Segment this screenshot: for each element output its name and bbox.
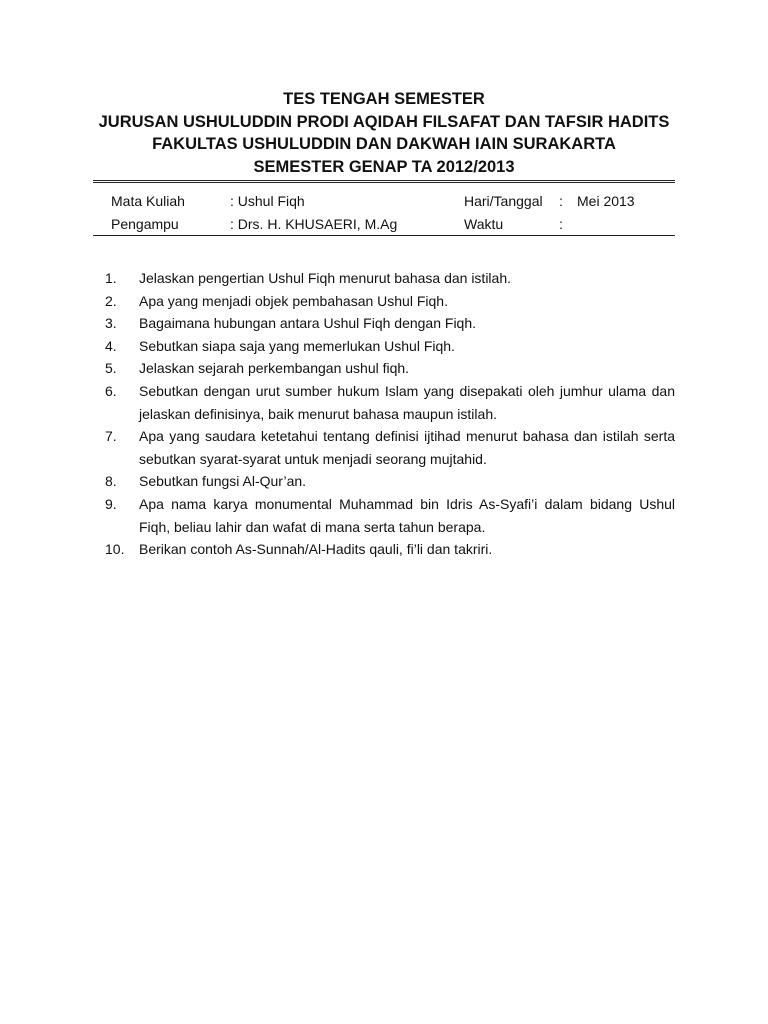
question-text: Bagaimana hubungan antara Ushul Fiqh dengan Fiqh. bbox=[139, 315, 477, 332]
exam-header bbox=[0, 88, 768, 178]
lecturer-label: Pengampu bbox=[111, 216, 179, 232]
question-item bbox=[105, 538, 675, 561]
semester-line: SEMESTER GENAP TA 2012/2013 bbox=[253, 157, 515, 176]
top-divider bbox=[93, 180, 675, 183]
lecturer-value: : Drs. H. KHUSAERI, M.Ag bbox=[230, 216, 398, 232]
course-label: Mata Kuliah bbox=[111, 193, 185, 209]
question-item bbox=[105, 335, 675, 358]
question-text: Apa yang saudara ketetahui tentang definisi ijtihad menurut bahasa dan istilah serta sebutkan syarat-syarat untuk menjadi seorang mujtahid. bbox=[139, 428, 675, 467]
question-item bbox=[105, 380, 675, 425]
question-item bbox=[105, 312, 675, 335]
question-text: Apa nama karya monumental Muhammad bin Idris As-Syafi’i dalam bidang Ushul Fiqh, beliau lahir dan wafat di mana serta tahun berapa. bbox=[139, 495, 675, 535]
question-text: Jelaskan pengertian Ushul Fiqh menurut bahasa dan istilah. bbox=[139, 270, 512, 286]
question-item bbox=[105, 267, 675, 290]
question-text: Berikan contoh As-Sunnah/Al-Hadits qauli, fi’li dan takriri. bbox=[139, 541, 493, 558]
question-item bbox=[105, 425, 675, 470]
question-item bbox=[105, 290, 675, 313]
question-number: 6. bbox=[105, 382, 117, 399]
question-text: Sebutkan fungsi Al-Qur’an. bbox=[139, 473, 307, 490]
time-colon: : bbox=[559, 216, 563, 232]
question-number: 5. bbox=[105, 360, 117, 377]
question-number: 3. bbox=[105, 315, 117, 332]
question-item bbox=[105, 357, 675, 380]
department-line: JURUSAN USHULUDDIN PRODI AQIDAH FILSAFAT DAN TAFSIR HADITS bbox=[98, 112, 670, 131]
question-text: Sebutkan dengan urut sumber hukum Islam yang disepakati oleh jumhur ulama dan jelaskan definisinya, baik menurut bahasa maupun istilah. bbox=[139, 382, 675, 422]
date-value: Mei 2013 bbox=[577, 193, 635, 209]
date-label: Hari/Tanggal bbox=[464, 193, 543, 209]
question-text: Jelaskan sejarah perkembangan ushul fiqh. bbox=[139, 360, 410, 377]
course-value: : Ushul Fiqh bbox=[230, 193, 305, 209]
time-label: Waktu bbox=[464, 216, 504, 232]
question-item bbox=[105, 493, 675, 538]
faculty-line: FAKULTAS USHULUDDIN DAN DAKWAH IAIN SURAKARTA bbox=[152, 135, 616, 153]
date-colon: : bbox=[559, 193, 563, 209]
question-text: Sebutkan siapa saja yang memerlukan Ushul Fiqh. bbox=[139, 337, 455, 354]
bottom-divider bbox=[93, 235, 675, 236]
question-item bbox=[105, 470, 675, 493]
question-number: 10. bbox=[105, 541, 125, 558]
question-number: 9. bbox=[105, 495, 117, 512]
question-number: 4. bbox=[105, 337, 117, 354]
question-number: 8. bbox=[105, 473, 117, 490]
question-number: 2. bbox=[105, 292, 117, 309]
question-number: 1. bbox=[105, 270, 117, 286]
question-list bbox=[105, 267, 675, 561]
exam-title: TES TENGAH SEMESTER bbox=[283, 90, 485, 108]
question-text: Apa yang menjadi objek pembahasan Ushul Fiqh. bbox=[139, 292, 448, 309]
question-number: 7. bbox=[105, 428, 117, 445]
